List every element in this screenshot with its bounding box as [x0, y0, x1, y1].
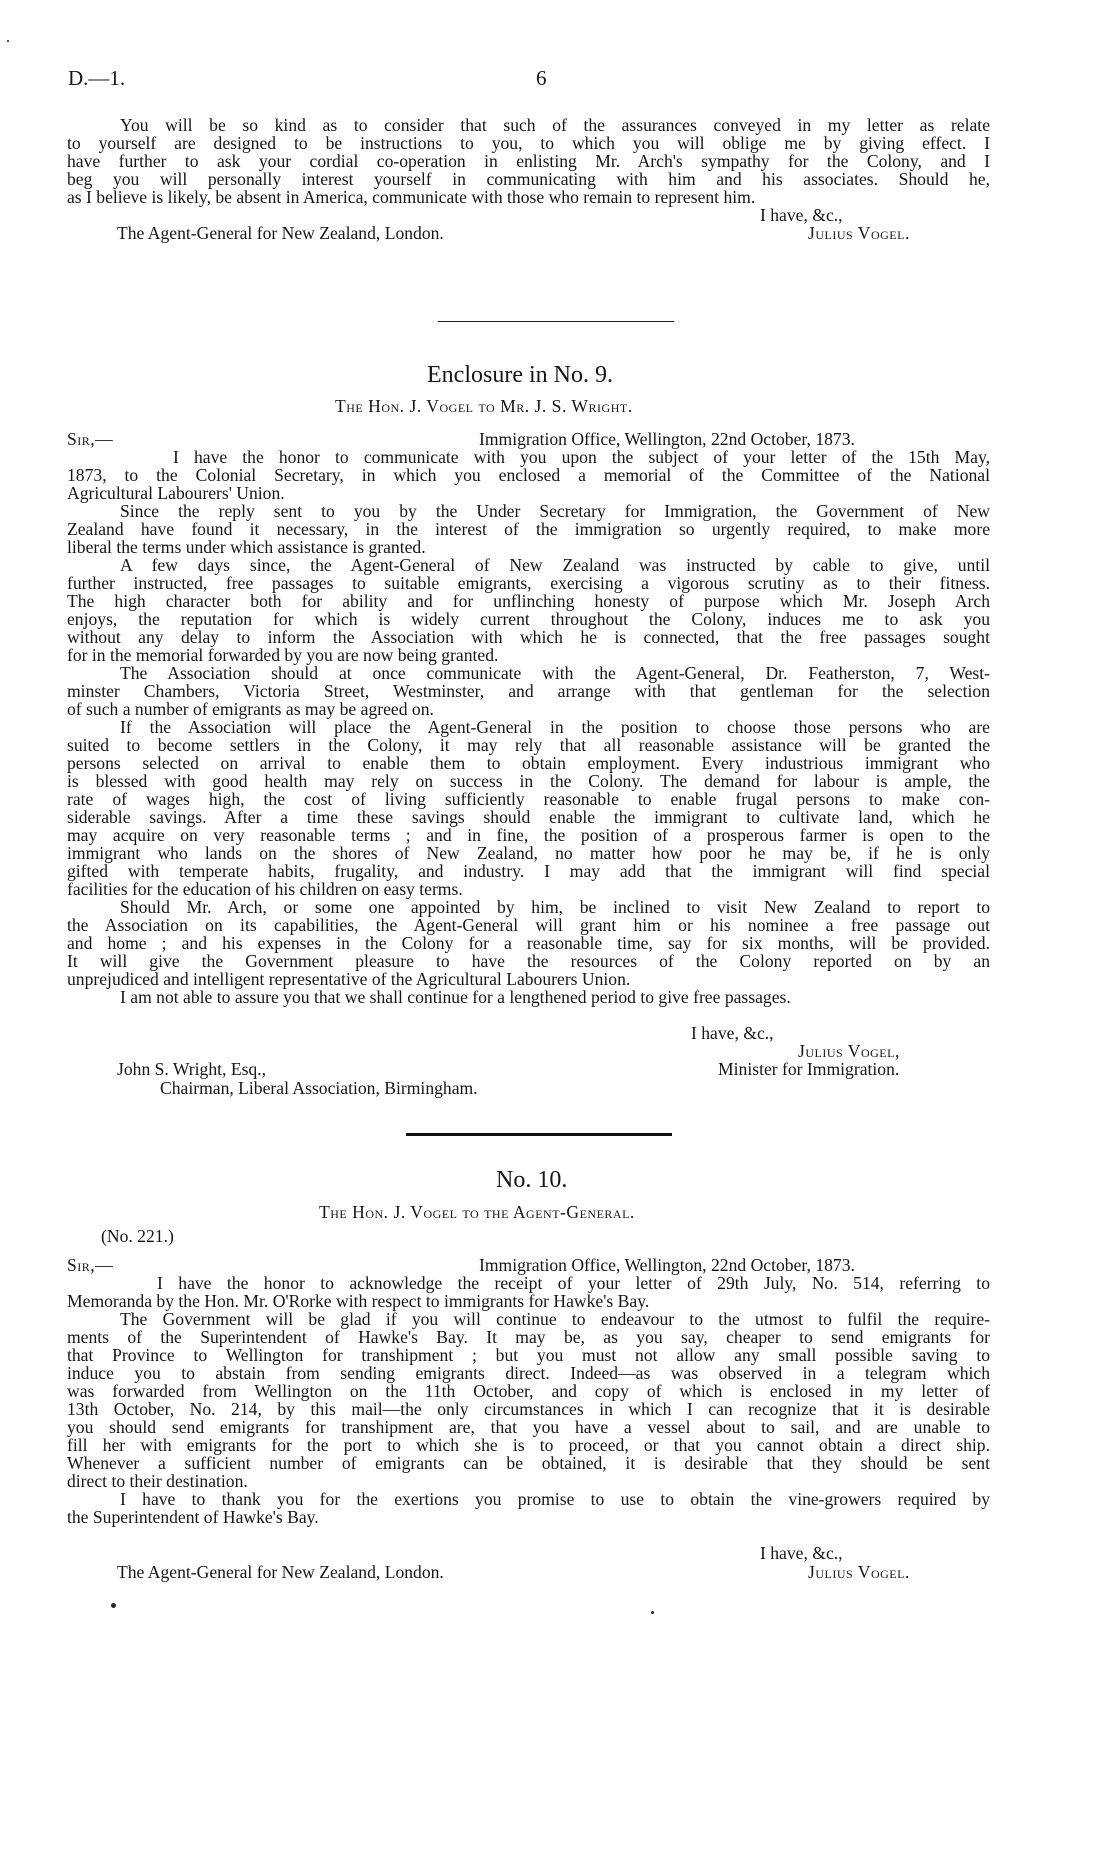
section-divider — [438, 321, 674, 322]
text-line: Memoranda by the Hon. Mr. O'Rorke with respect to immigrants for Hawke's Bay. — [67, 1291, 650, 1311]
section-heading: No. 10. — [496, 1167, 568, 1193]
addressee-title: Chairman, Liberal Association, Birmingham. — [160, 1078, 478, 1098]
text-line: I have the honor to acknowledge the receipt of your letter of 29th July, No. 514, referring to — [157, 1273, 990, 1293]
document-reference: D.—1. — [68, 66, 126, 90]
text-line: Zealand have found it necessary, in the interest of the immigration so urgently required, to make more — [67, 519, 990, 539]
text-line: The Association should at once communicate with the Agent-General, Dr. Featherston, 7, West- — [120, 663, 990, 683]
text-line: have further to ask your cordial co-operation in enlisting Mr. Arch's sympathy for the Colony, and I — [67, 151, 990, 171]
text-line: for in the memorial forwarded by you are now being granted. — [67, 645, 499, 665]
section-heading: Enclosure in No. 9. — [427, 362, 613, 388]
text-line: suited to become settlers in the Colony, it may rely that all reasonable assistance will be granted the — [67, 735, 990, 755]
text-line: The Government will be glad if you will continue to endeavour to the utmost to fulfil the require- — [120, 1309, 990, 1329]
text-line: A few days since, the Agent-General of New Zealand was instructed by cable to give, until — [120, 555, 990, 575]
text-line: beg you will personally interest yourself in communicating with him and his associates. Should he, — [67, 169, 990, 189]
text-line: siderable savings. After a time these savings should enable the immigrant to cultivate land, which he — [67, 807, 990, 827]
text-line: ments of the Superintendent of Hawke's Bay. It may be, as you say, cheaper to send emigrants for — [67, 1327, 990, 1347]
text-line: I am not able to assure you that we shall continue for a lengthened period to give free passages. — [120, 987, 791, 1007]
text-line: immigrant who lands on the shores of New Zealand, no matter how poor he may be, if he is only — [67, 843, 990, 863]
text-line: and home ; and his expenses in the Colony for a reasonable time, say for six months, will be provided. — [67, 933, 990, 953]
text-line: fill her with emigrants for the port to which she is to proceed, or that you cannot obtain a direct ship. — [67, 1435, 990, 1455]
text-line: The high character both for ability and for unflinching honesty of purpose which Mr. Joseph Arch — [67, 591, 990, 611]
signature-title: Minister for Immigration. — [718, 1059, 900, 1079]
place-date: Immigration Office, Wellington, 22nd October, 1873. — [479, 1255, 855, 1275]
text-line: is blessed with good health may rely on success in the Colony. The demand for labour is ample, the — [67, 771, 990, 791]
text-line: 13th October, No. 214, by this mail—the only circumstances in which I can recognize that it is desirable — [67, 1399, 990, 1419]
text-line: gifted with temperate habits, frugality, and industry. I may add that the immigrant will find special — [67, 861, 990, 881]
text-line: enjoys, the reputation for which is widely current throughout the Colony, induces me to ask you — [67, 609, 990, 629]
text-line: the Superintendent of Hawke's Bay. — [67, 1507, 319, 1527]
text-line: the Association on its capabilities, the Agent-General will grant him or his nominee a free passage out — [67, 915, 990, 935]
text-line: minster Chambers, Victoria Street, Westminster, and arrange with that gentleman for the selection — [67, 681, 990, 701]
print-speck — [111, 1603, 116, 1608]
place-date: Immigration Office, Wellington, 22nd October, 1873. — [479, 429, 855, 449]
signature: Julius Vogel. — [808, 1562, 910, 1582]
text-line: further instructed, free passages to suitable emigrants, exercising a vigorous scrutiny as to their fitness. — [67, 573, 990, 593]
text-line: Should Mr. Arch, or some one appointed by him, be inclined to visit New Zealand to report to — [120, 897, 990, 917]
text-line: may acquire on very reasonable terms ; and in fine, the position of a prosperous farmer is open to the — [67, 825, 990, 845]
text-line: Since the reply sent to you by the Under Secretary for Immigration, the Government of New — [120, 501, 990, 521]
print-speck — [7, 40, 9, 42]
text-line: Whenever a sufficient number of emigrants can be obtained, it is desirable that they should be sent — [67, 1453, 990, 1473]
text-line: persons selected on arrival to enable them to obtain employment. Every industrious immigrant who — [67, 753, 990, 773]
print-speck — [651, 1611, 654, 1614]
text-line: as I believe is likely, be absent in America, communicate with those who remain to represent him. — [67, 187, 756, 207]
addressee-name: John S. Wright, Esq., — [117, 1059, 267, 1079]
text-line: It will give the Government pleasure to have the resources of the Colony reported on by an — [67, 951, 990, 971]
text-line: induce you to abstain from sending emigrants direct. Indeed—as was observed in a telegram which — [67, 1363, 990, 1383]
text-line: you should send emigrants for transhipment are, that you have a vessel about to sail, and are unable to — [67, 1417, 990, 1437]
text-line: If the Association will place the Agent-General in the position to choose those persons who are — [120, 717, 990, 737]
signature: Julius Vogel, — [798, 1041, 900, 1061]
text-line: direct to their destination. — [67, 1471, 248, 1491]
text-line: I have the honor to communicate with you upon the subject of your letter of the 15th May, — [173, 447, 990, 467]
closing: I have, &c., — [760, 205, 843, 225]
section-divider — [406, 1133, 672, 1136]
text-line: to yourself are designed to be instructions to you, to which you will oblige me by giving effect. I — [67, 133, 990, 153]
addressee: The Agent-General for New Zealand, London. — [117, 223, 444, 243]
text-line: unprejudiced and intelligent representative of the Agricultural Labourers Union. — [67, 969, 631, 989]
text-line: 1873, to the Colonial Secretary, in which you enclosed a memorial of the Committee of the National — [67, 465, 990, 485]
text-line: rate of wages high, the cost of living sufficiently reasonable to enable frugal persons to make con- — [67, 789, 990, 809]
signature: Julius Vogel. — [808, 223, 910, 243]
closing: I have, &c., — [760, 1543, 843, 1563]
text-line: Agricultural Labourers' Union. — [67, 483, 285, 503]
text-line: You will be so kind as to consider that such of the assurances conveyed in my letter as relate — [120, 115, 990, 135]
salutation: Sir,— — [67, 1255, 114, 1275]
text-line: that Province to Wellington for transhipment ; but you must not allow any small possible saving to — [67, 1345, 990, 1365]
text-line: facilities for the education of his children on easy terms. — [67, 879, 463, 899]
addressee: The Agent-General for New Zealand, London. — [117, 1562, 444, 1582]
salutation: Sir,— — [67, 429, 114, 449]
section-subheading: The Hon. J. Vogel to Mr. J. S. Wright. — [335, 396, 633, 416]
section-subheading: The Hon. J. Vogel to the Agent-General. — [319, 1202, 635, 1222]
text-line: I have to thank you for the exertions you promise to use to obtain the vine-growers required by — [120, 1489, 990, 1509]
reference-number: (No. 221.) — [101, 1226, 174, 1246]
page-number: 6 — [536, 66, 547, 90]
text-line: liberal the terms under which assistance is granted. — [67, 537, 426, 557]
text-line: was forwarded from Wellington on the 11th October, and copy of which is enclosed in my letter of — [67, 1381, 990, 1401]
closing: I have, &c., — [691, 1023, 774, 1043]
text-line: without any delay to inform the Association with which he is connected, that the free passages sought — [67, 627, 990, 647]
text-line: of such a number of emigrants as may be agreed on. — [67, 699, 434, 719]
